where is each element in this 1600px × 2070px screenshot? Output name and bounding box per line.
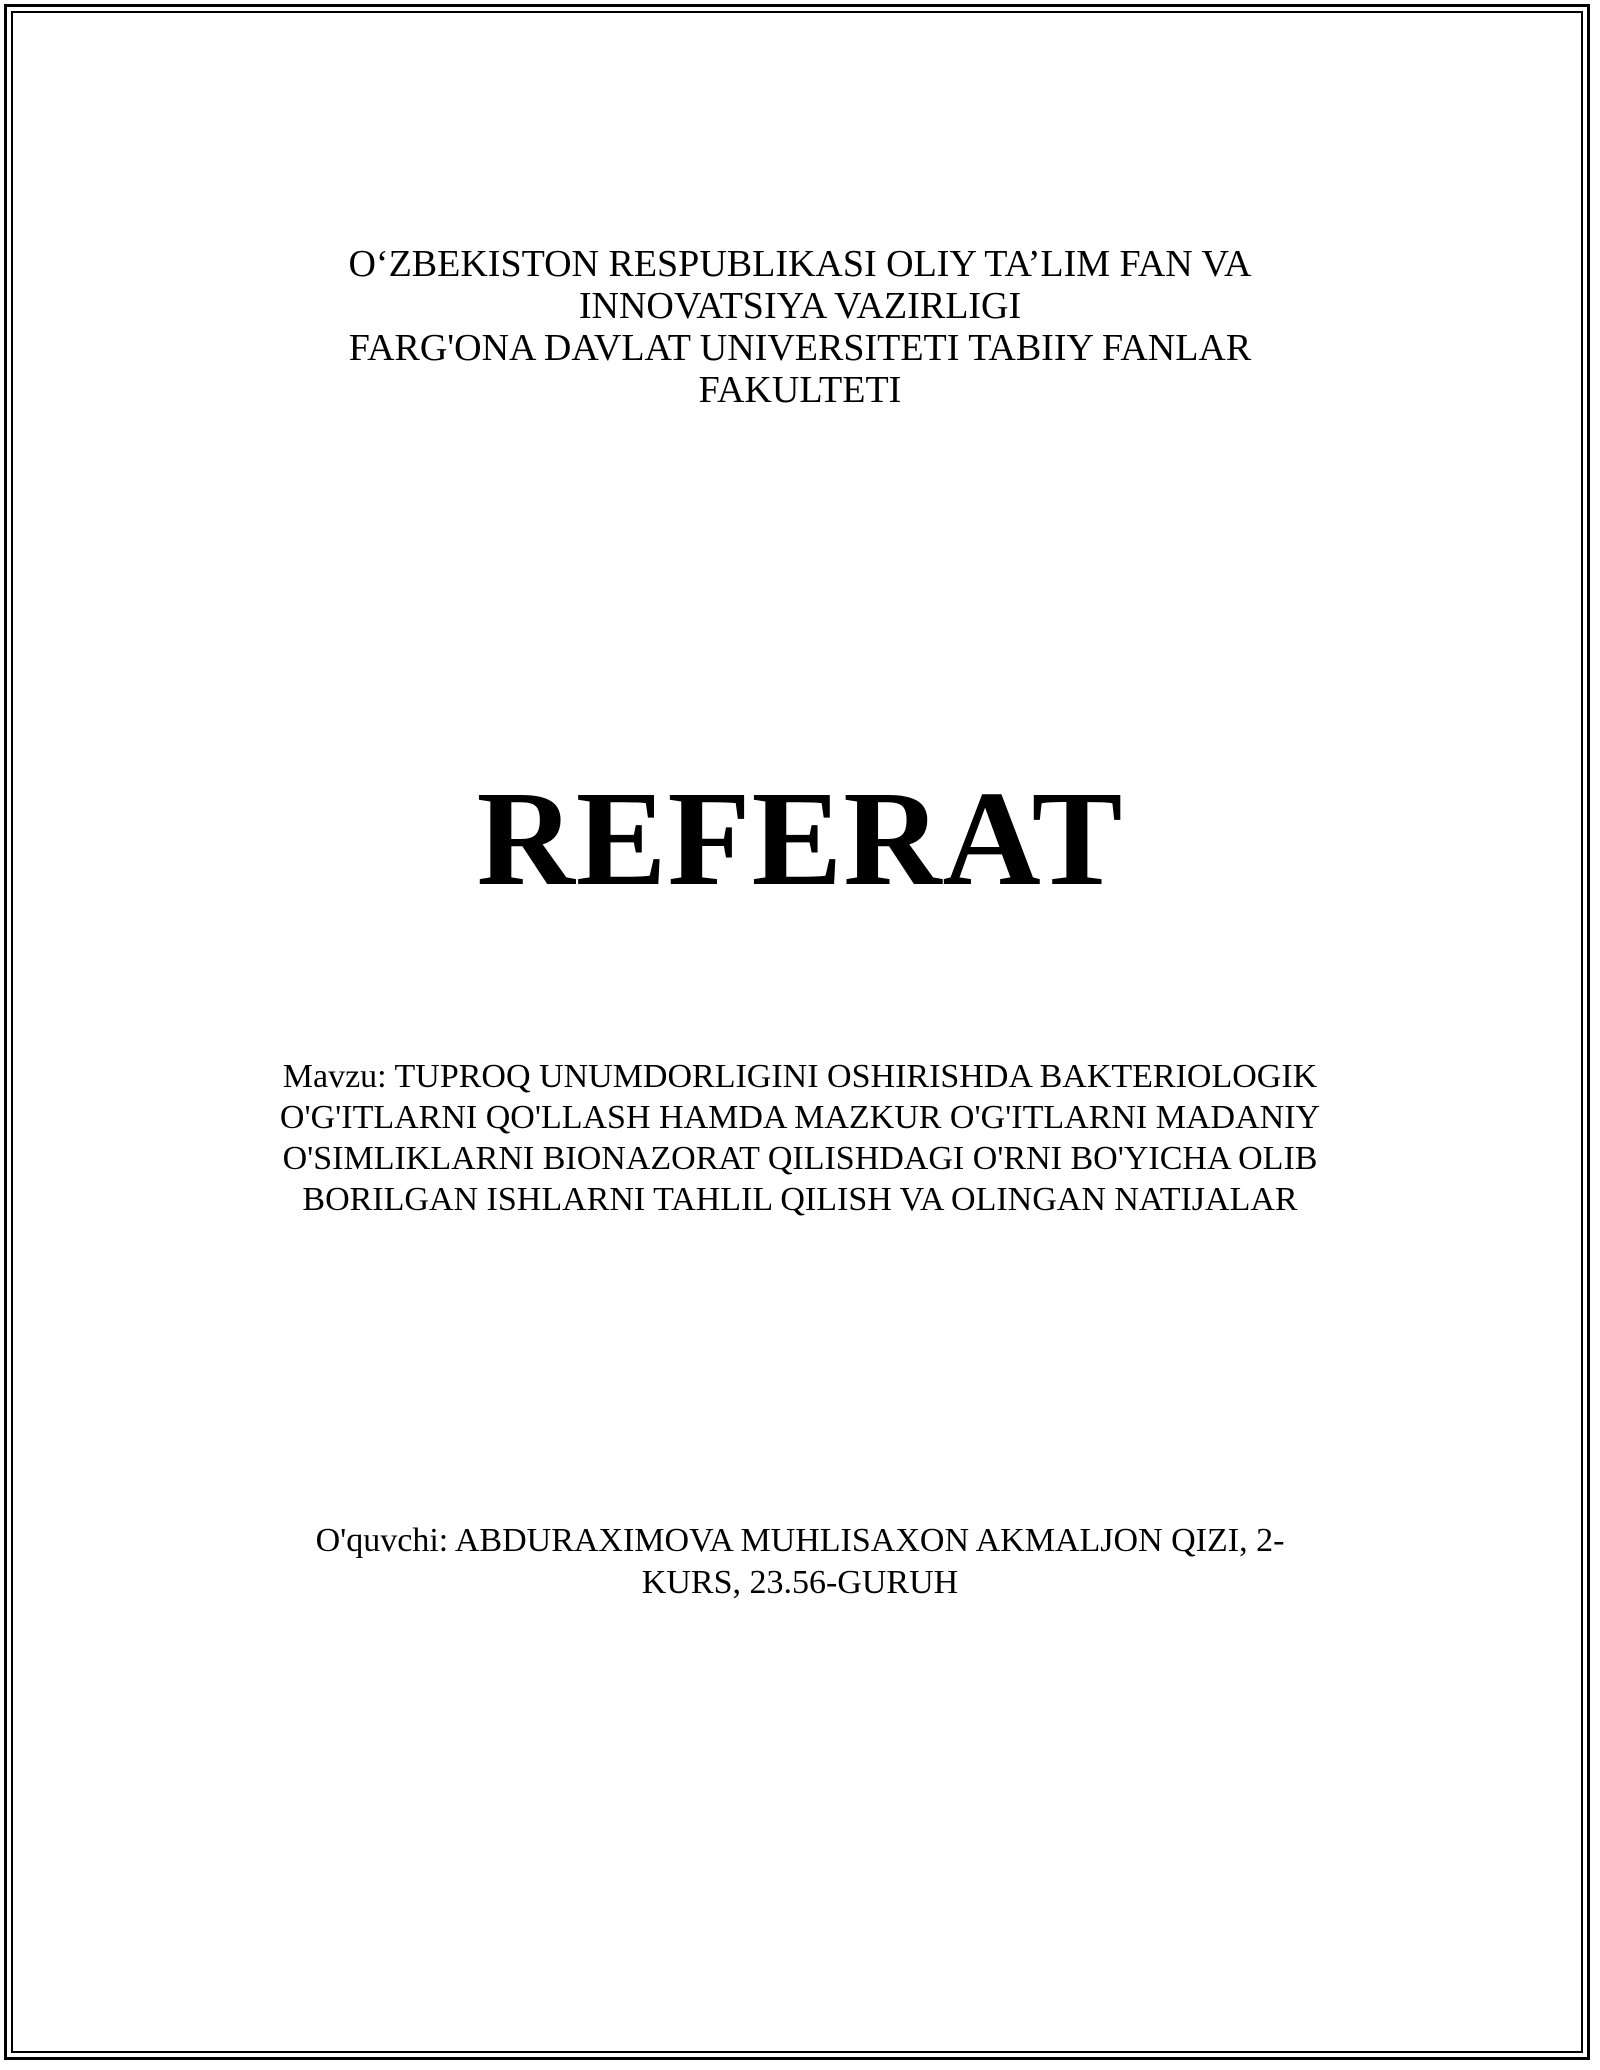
topic-line: O'G'ITLARNI QO'LLASH HAMDA MAZKUR O'G'ITLARNI MADANIY xyxy=(279,1099,1321,1136)
student-line: O'quvchi: ABDURAXIMOVA MUHLISAXON AKMALJON QIZI, 2- xyxy=(315,1522,1285,1559)
header-line: INNOVATSIYA VAZIRLIGI xyxy=(578,285,1022,327)
institution-header xyxy=(0,243,1600,411)
document-title: REFERAT xyxy=(476,764,1124,914)
student-info xyxy=(0,1520,1600,1604)
header-line: FAKULTETI xyxy=(698,369,902,411)
topic-line: Mavzu: TUPROQ UNUMDORLIGINI OSHIRISHDA BAKTERIOLOGIK xyxy=(282,1058,1318,1095)
header-line: O‘ZBEKISTON RESPUBLIKASI OLIY TA’LIM FAN VA xyxy=(348,243,1252,285)
header-line: FARG'ONA DAVLAT UNIVERSITETI TABIIY FANLAR xyxy=(348,327,1252,369)
topic-line: O'SIMLIKLARNI BIONAZORAT QILISHDAGI O'RNI BO'YICHA OLIB xyxy=(282,1140,1318,1177)
student-line: KURS, 23.56-GURUH xyxy=(641,1564,959,1601)
topic-text xyxy=(0,1056,1600,1220)
topic-line: BORILGAN ISHLARNI TAHLIL QILISH VA OLINGAN NATIJALAR xyxy=(302,1181,1298,1218)
